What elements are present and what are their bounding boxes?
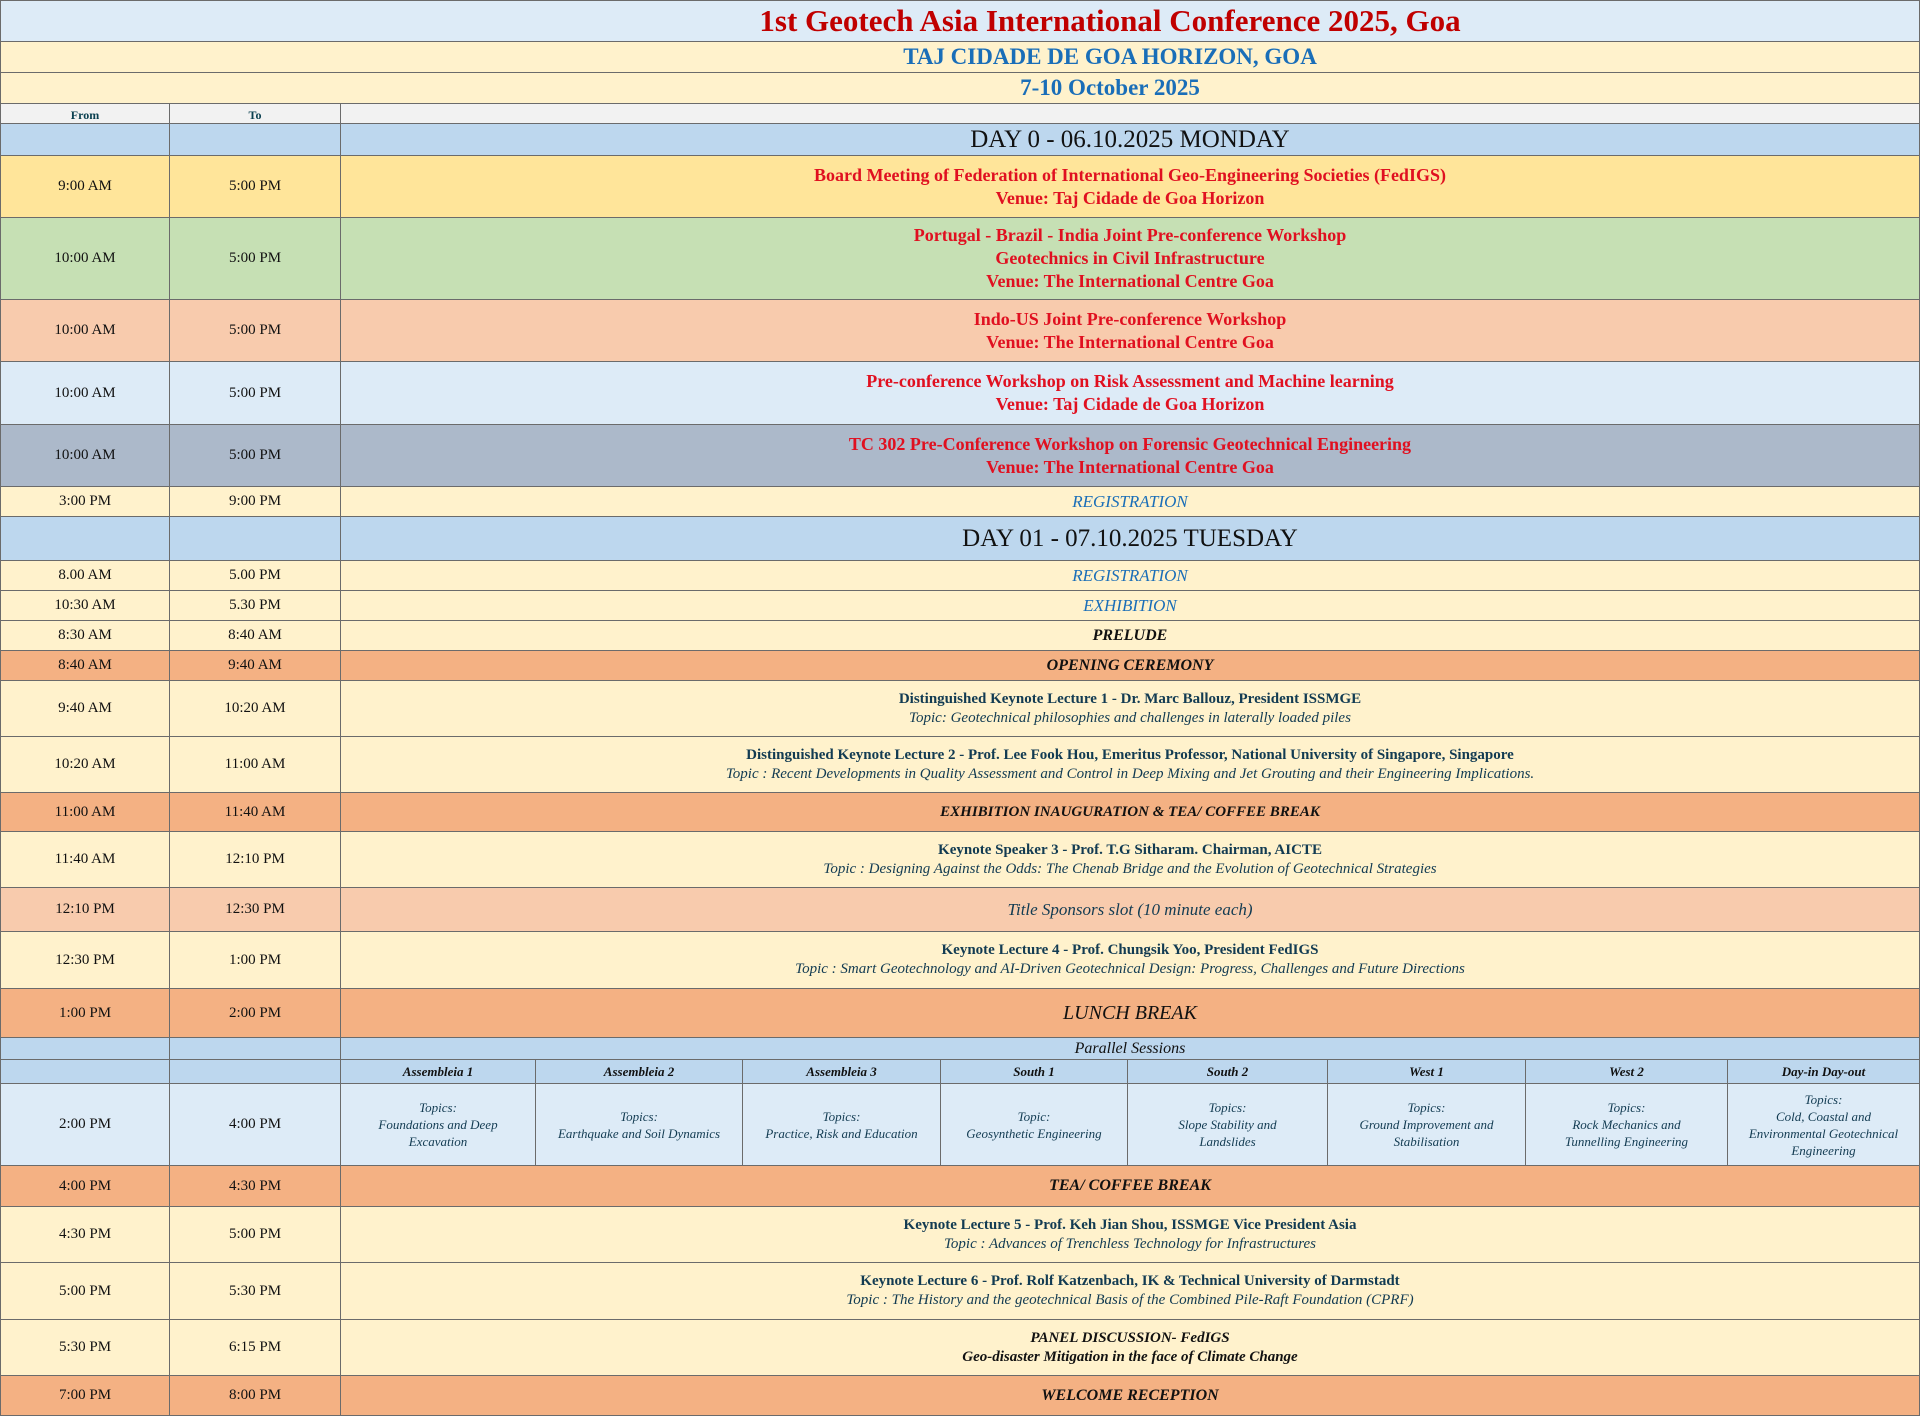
to-header: To [248, 108, 262, 122]
parallel-sessions-header [0, 1038, 1920, 1060]
parallel-sessions-label: Parallel Sessions [1074, 1039, 1186, 1057]
session-topic [941, 1084, 1128, 1166]
halls-row [0, 1060, 1920, 1084]
sponsors-label: Title Sponsors slot (10 minute each) [1007, 899, 1253, 919]
event-title: Pre-conference Workshop on Risk Assessment and Machine learning [866, 371, 1394, 391]
hall-name: Assembleia 3 [806, 1063, 877, 1079]
event-title: TC 302 Pre-Conference Workshop on Forensic Geotechnical Engineering [848, 433, 1412, 454]
topic-line: Topics: [1407, 1100, 1446, 1115]
inauguration-label: EXHIBITION INAUGURATION & TEA/ COFFEE BREAK [940, 803, 1320, 820]
time-from: 10:00 AM [54, 250, 116, 266]
topic-line: Ground Improvement and [1359, 1117, 1494, 1132]
panel-discussion-row [0, 1320, 1920, 1376]
hall-name: South 2 [1206, 1063, 1249, 1079]
time-from: 10:20 AM [54, 756, 116, 772]
hall-name: Day-in Day-out [1781, 1063, 1866, 1079]
time-from: 10:30 AM [54, 597, 116, 613]
keynote-2-row [0, 737, 1920, 793]
time-to: 12:30 PM [225, 901, 285, 917]
conference-title: 1st Geotech Asia International Conference 2025, Goa [759, 3, 1461, 38]
topic-line: Landslides [1199, 1134, 1256, 1149]
topic-line: Practice, Risk and Education [765, 1125, 918, 1141]
event-venue: Venue: Taj Cidade de Goa Horizon [995, 394, 1265, 414]
keynote-topic: Topic : Recent Developments in Quality Assessment and Control in Deep Mixing and Jet Grouting and their Engineering Implications. [725, 765, 1535, 782]
time-to: 4:00 PM [228, 1116, 282, 1132]
reception-label: WELCOME RECEPTION [1041, 1386, 1219, 1404]
time-from: 5:00 PM [58, 1282, 112, 1299]
time-from: 10:00 AM [54, 322, 116, 338]
topic-line: Rock Mechanics and [1572, 1117, 1681, 1132]
time-to: 5:00 PM [228, 384, 282, 401]
session-topic [1328, 1084, 1526, 1166]
lunch-break-row [0, 989, 1920, 1038]
topic-line: Environmental Geotechnical [1748, 1125, 1899, 1141]
keynote-title: Distinguished Keynote Lecture 2 - Prof. Lee Fook Hou, Emeritus Professor, National University of Singapore, Singapore [746, 746, 1514, 763]
time-from: 3:00 PM [58, 493, 112, 509]
time-to: 8:40 AM [228, 627, 282, 643]
session-topic [1728, 1084, 1920, 1166]
event-venue: Venue: Taj Cidade de Goa Horizon [995, 187, 1265, 208]
time-to: 5:30 PM [228, 1282, 282, 1299]
from-header: From [70, 108, 100, 122]
event-title: Board Meeting of Federation of International Geo-Engineering Societies (FedIGS) [814, 164, 1446, 185]
exhibition-label: EXHIBITION [1083, 595, 1177, 615]
keynote-title: Keynote Speaker 3 - Prof. T.G Sitharam. Chairman, AICTE [938, 841, 1322, 858]
keynote-topic: Topic : Designing Against the Odds: The Chenab Bridge and the Evolution of Geotechnical Strategies [823, 860, 1437, 877]
time-from: 12:30 PM [55, 951, 115, 968]
conference-dates: 7-10 October 2025 [1020, 75, 1200, 100]
day1-title: DAY 01 - 07.10.2025 TUESDAY [962, 524, 1298, 552]
keynote-topic: Topic : The History and the geotechnical Basis of the Combined Pile-Raft Foundation (CPRF) [846, 1292, 1414, 1308]
day1-header [0, 517, 1920, 561]
time-from: 9:00 AM [58, 178, 112, 194]
exhibition-inauguration-row [0, 793, 1920, 832]
time-to: 6:15 PM [228, 1339, 282, 1355]
time-to: 9:00 PM [228, 493, 282, 509]
time-from: 9:40 AM [58, 700, 112, 716]
time-to: 5.30 PM [229, 597, 281, 613]
event-venue: Venue: The International Centre Goa [986, 331, 1274, 352]
day0-row-3 [0, 300, 1920, 362]
day0-header [0, 124, 1920, 156]
topic-line: Foundations and Deep [378, 1117, 498, 1132]
panel-title: PANEL DISCUSSION- FedIGS [1030, 1329, 1230, 1346]
day1-registration-row [0, 561, 1920, 591]
session-topic [1526, 1084, 1728, 1166]
time-from: 11:00 AM [54, 803, 116, 820]
session-topic [341, 1084, 536, 1166]
lunch-label: LUNCH BREAK [1063, 1001, 1197, 1024]
time-to: 2:00 PM [228, 1004, 282, 1021]
registration-label: REGISTRATION [1072, 491, 1188, 511]
time-from: 4:00 PM [58, 1177, 112, 1194]
time-to: 11:40 AM [224, 803, 286, 820]
time-to: 5:00 PM [228, 447, 282, 463]
time-from: 12:10 PM [55, 901, 115, 917]
time-from: 5:30 PM [58, 1339, 112, 1355]
time-from: 1:00 PM [58, 1004, 112, 1021]
keynote-title: Keynote Lecture 6 - Prof. Rolf Katzenbach, IK & Technical University of Darmstadt [860, 1273, 1400, 1289]
time-from: 4:30 PM [58, 1226, 112, 1242]
hall-name: South 1 [1013, 1063, 1055, 1079]
hall-name: West 1 [1409, 1063, 1444, 1079]
topic-line: Cold, Coastal and [1776, 1108, 1871, 1124]
topic-line: Topics: [419, 1100, 457, 1115]
day0-row-1 [0, 156, 1920, 218]
prelude-row [0, 621, 1920, 651]
time-to: 5:00 PM [228, 250, 282, 266]
time-to: 1:00 PM [228, 951, 282, 968]
event-venue: Venue: The International Centre Goa [986, 456, 1274, 477]
hall-name: Assembleia 1 [402, 1063, 474, 1079]
registration-label: REGISTRATION [1072, 565, 1188, 585]
hall-name: West 2 [1609, 1063, 1644, 1079]
topic-line: Topics: [822, 1108, 861, 1124]
welcome-reception-row [0, 1376, 1920, 1416]
topic-line: Earthquake and Soil Dynamics [557, 1125, 721, 1141]
sponsors-row [0, 888, 1920, 932]
time-from: 8:30 AM [58, 627, 112, 643]
day0-registration-row [0, 487, 1920, 517]
keynote-3-row [0, 832, 1920, 888]
topic-line: Stabilisation [1393, 1134, 1460, 1149]
event-title: Indo-US Joint Pre-conference Workshop [973, 308, 1287, 329]
topic-line: Engineering [1791, 1142, 1856, 1158]
topic-line: Excavation [408, 1134, 468, 1149]
topic-line: Topics: [620, 1108, 658, 1124]
topic-line: Topics: [1607, 1100, 1646, 1115]
venue-row [0, 42, 1920, 73]
keynote-title: Keynote Lecture 4 - Prof. Chungsik Yoo, President FedIGS [941, 942, 1319, 958]
time-from: 10:00 AM [54, 447, 116, 463]
time-to: 10:20 AM [224, 700, 286, 716]
event-title: Portugal - Brazil - India Joint Pre-conference Workshop [913, 225, 1347, 245]
keynote-topic: Topic: Geotechnical philosophies and challenges in laterally loaded piles [909, 709, 1351, 726]
topic-line: Tunnelling Engineering [1564, 1134, 1689, 1149]
time-to: 4:30 PM [228, 1177, 282, 1194]
keynote-4-row [0, 932, 1920, 989]
prelude-label: PRELUDE [1092, 626, 1168, 644]
tea-break-label: TEA/ COFFEE BREAK [1049, 1177, 1211, 1194]
topic-line: Topics: [1804, 1091, 1843, 1107]
title-row [0, 0, 1920, 42]
keynote-title: Distinguished Keynote Lecture 1 - Dr. Marc Ballouz, President ISSMGE [898, 690, 1362, 707]
topic-line: Geosynthetic Engineering [966, 1125, 1102, 1141]
topic-line: Slope Stability and [1178, 1117, 1277, 1132]
keynote-title: Keynote Lecture 5 - Prof. Keh Jian Shou, ISSMGE Vice President Asia [903, 1216, 1357, 1233]
tea-break-row [0, 1166, 1920, 1207]
opening-ceremony-row [0, 651, 1920, 681]
session-topic [743, 1084, 941, 1166]
time-to: 5:00 PM [228, 1226, 282, 1242]
event-venue: Venue: The International Centre Goa [986, 271, 1274, 291]
exhibition-row [0, 591, 1920, 621]
time-from: 10:00 AM [54, 384, 116, 401]
keynote-5-row [0, 1207, 1920, 1263]
time-to: 5.00 PM [229, 567, 281, 583]
time-from: 7:00 PM [58, 1387, 112, 1403]
day0-row-5 [0, 425, 1920, 487]
time-to: 12:10 PM [225, 851, 285, 867]
panel-topic: Geo-disaster Mitigation in the face of Climate Change [962, 1348, 1298, 1365]
session-topic [536, 1084, 743, 1166]
day0-row-2 [0, 218, 1920, 300]
time-to: 5:00 PM [228, 322, 282, 338]
topic-line: Topics: [1208, 1100, 1247, 1115]
time-from: 2:00 PM [58, 1116, 112, 1132]
keynote-6-row [0, 1263, 1920, 1320]
dates-row [0, 73, 1920, 104]
day0-title: DAY 0 - 06.10.2025 MONDAY [970, 125, 1290, 153]
time-from: 8.00 AM [58, 567, 112, 583]
keynote-topic: Topic : Smart Geotechnology and AI-Driven Geotechnical Design: Progress, Challenges and Future Directions [795, 961, 1465, 977]
time-from: 11:40 AM [54, 851, 116, 867]
day0-row-4 [0, 362, 1920, 425]
hall-name: Assembleia 2 [603, 1063, 675, 1079]
time-to: 11:00 AM [224, 756, 286, 772]
parallel-topics-row [0, 1084, 1920, 1166]
time-to: 9:40 AM [228, 657, 282, 673]
event-subtitle: Geotechnics in Civil Infrastructure [995, 248, 1265, 268]
time-from: 8:40 AM [58, 657, 112, 673]
opening-ceremony-label: OPENING CEREMONY [1046, 656, 1214, 674]
keynote-1-row [0, 681, 1920, 737]
time-to: 8:00 PM [228, 1387, 282, 1403]
session-topic [1128, 1084, 1328, 1166]
column-header-row [0, 104, 1920, 124]
keynote-topic: Topic : Advances of Trenchless Technology for Infrastructures [943, 1235, 1317, 1252]
conference-venue: TAJ CIDADE DE GOA HORIZON, GOA [903, 44, 1317, 69]
time-to: 5:00 PM [228, 178, 282, 194]
topic-line: Topic: [1017, 1108, 1051, 1124]
